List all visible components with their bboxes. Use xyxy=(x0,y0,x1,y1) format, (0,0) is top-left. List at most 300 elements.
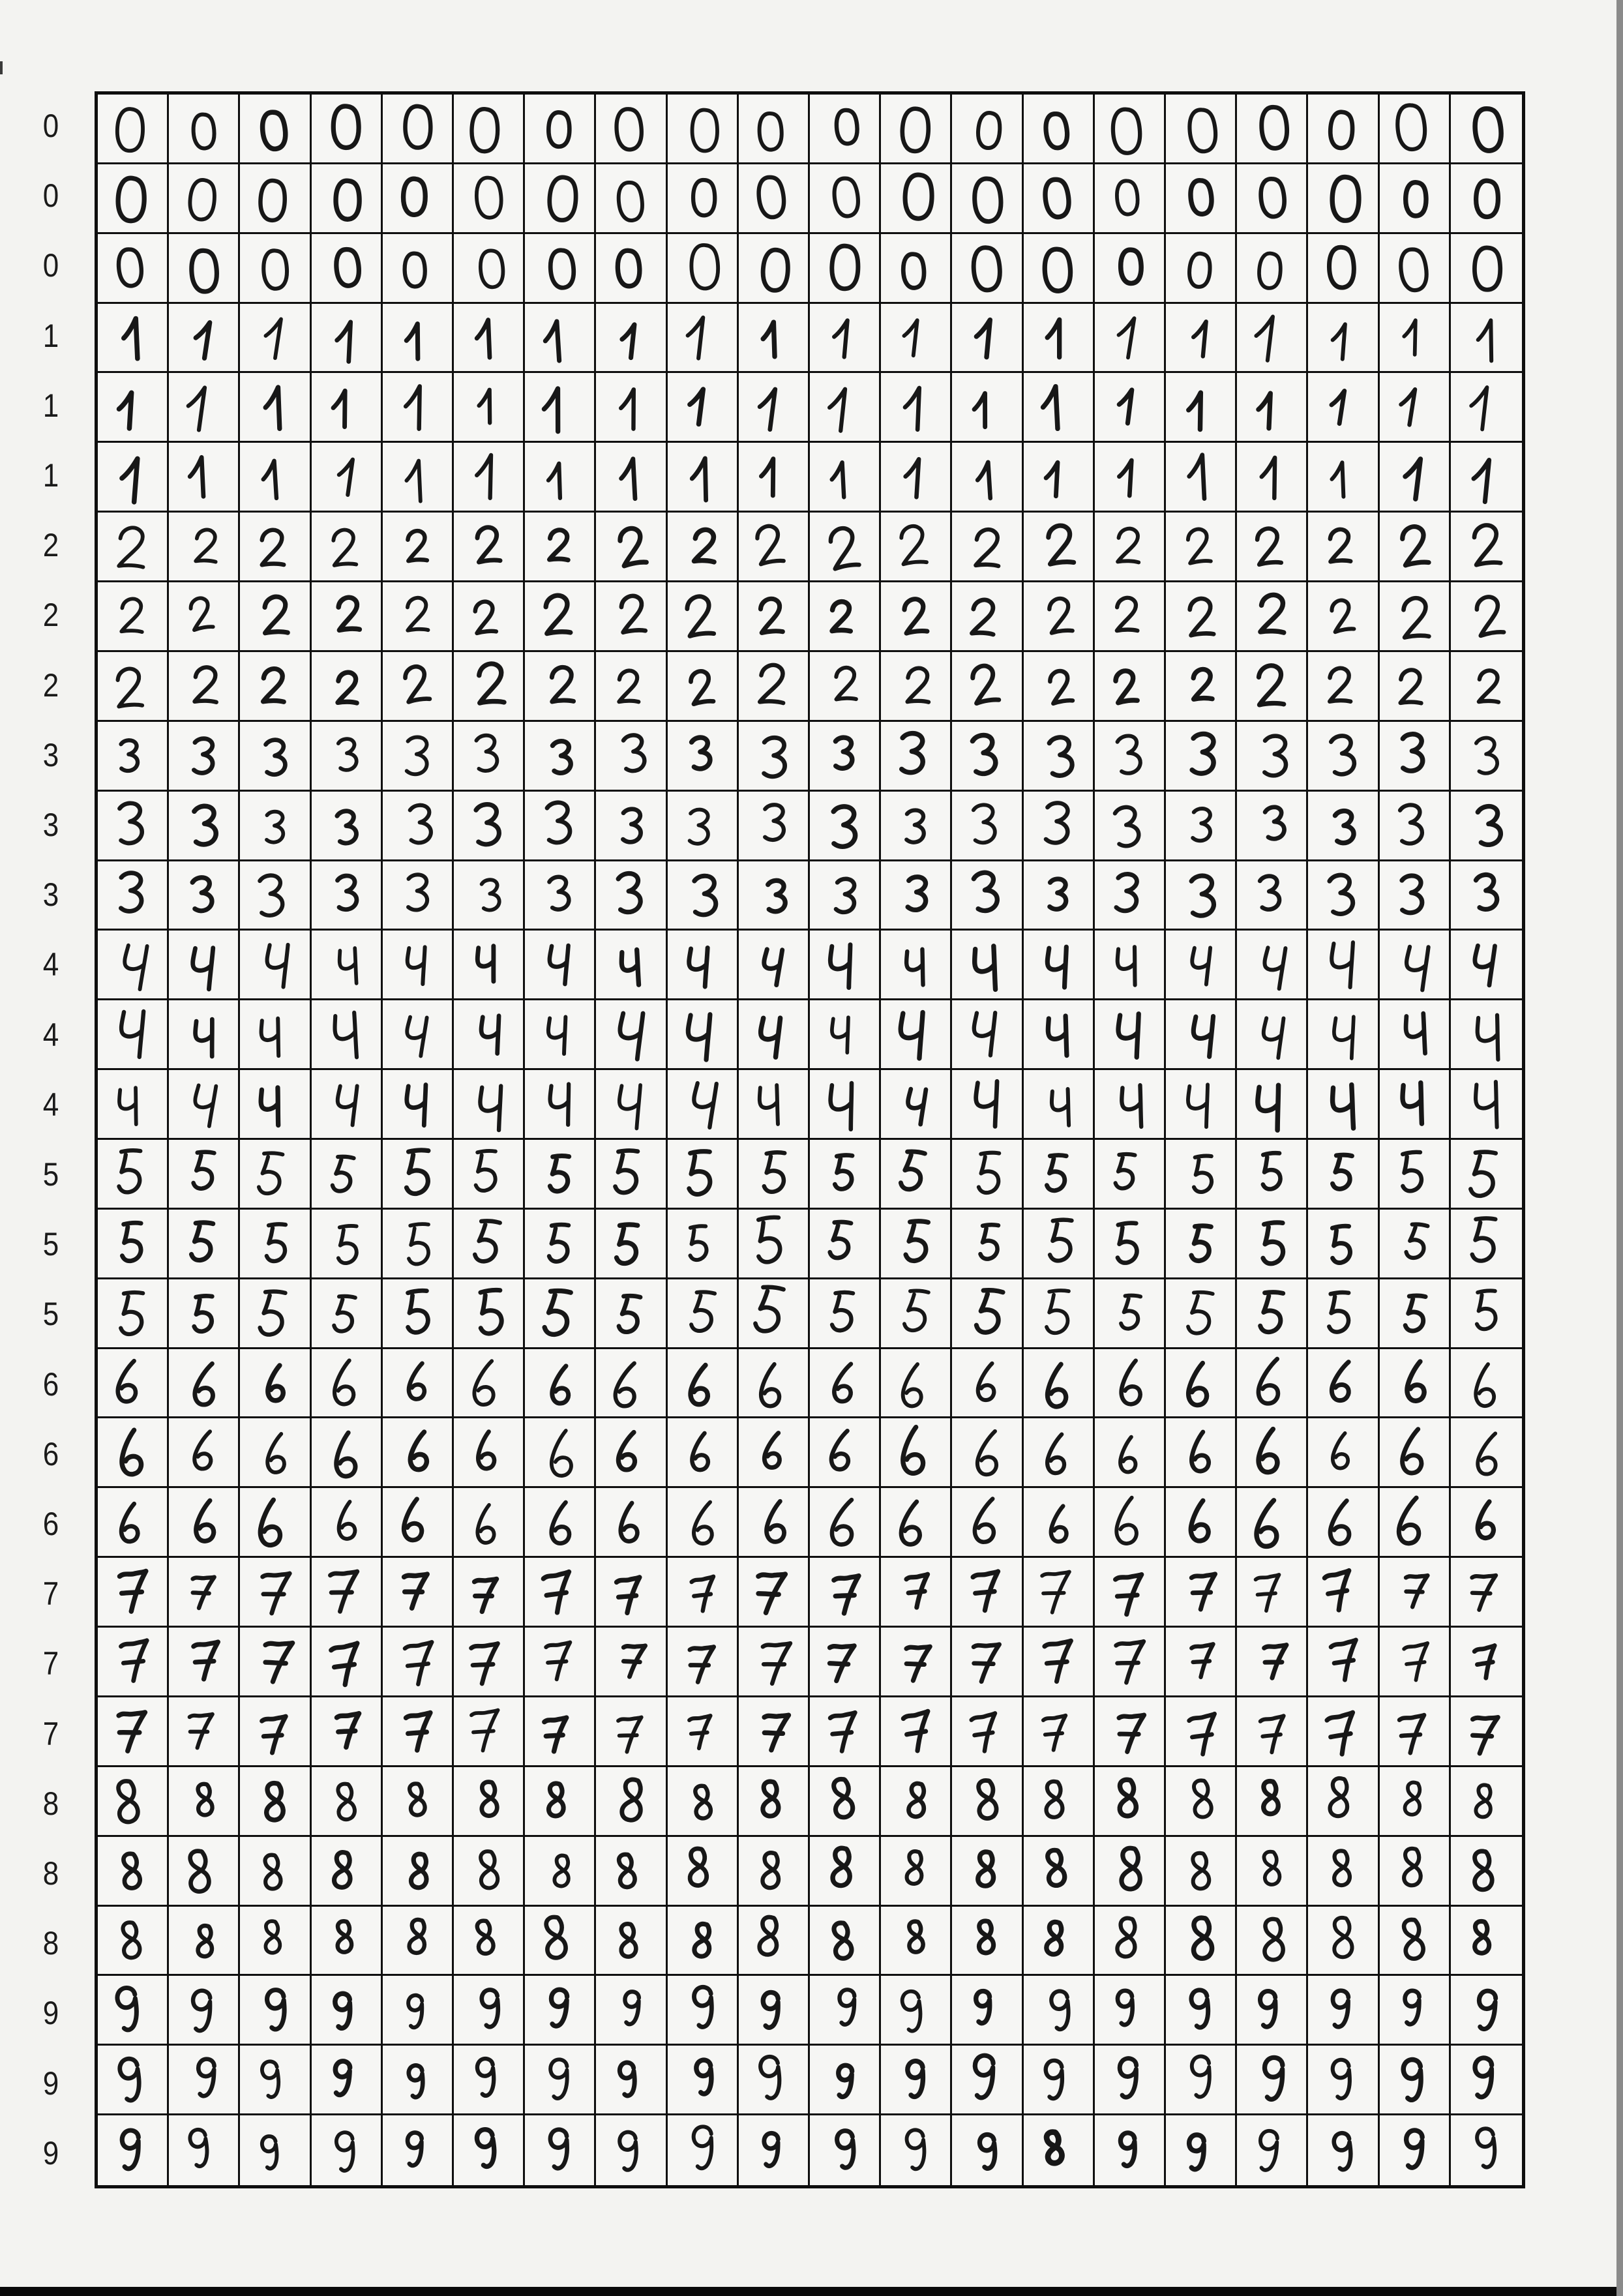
digit-cell xyxy=(1308,234,1379,304)
handwritten-digit xyxy=(1028,796,1088,856)
handwritten-digit xyxy=(672,934,732,994)
digit-cell xyxy=(952,1070,1023,1140)
handwritten-digit xyxy=(1313,726,1373,786)
handwritten-digit xyxy=(1313,656,1373,716)
handwritten-digit xyxy=(601,447,661,507)
digit-cell xyxy=(240,1070,311,1140)
row-label: 4 xyxy=(42,1086,59,1123)
handwritten-digit xyxy=(814,1562,874,1622)
handwritten-digit xyxy=(672,586,732,646)
digit-cell xyxy=(1308,1558,1379,1628)
handwritten-digit xyxy=(1456,1841,1516,1901)
handwritten-digit xyxy=(387,1841,447,1901)
handwritten-digit xyxy=(1242,1283,1302,1343)
handwritten-digit xyxy=(1028,308,1088,368)
digit-cell xyxy=(1166,931,1237,1000)
handwritten-digit xyxy=(387,2121,447,2181)
digit-cell xyxy=(525,95,596,164)
handwritten-digit xyxy=(957,1492,1017,1552)
digit-cell xyxy=(596,95,667,164)
digit-cell xyxy=(1166,722,1237,792)
digit-cell xyxy=(98,1907,169,1976)
handwritten-digit xyxy=(601,586,661,646)
digit-cell xyxy=(952,1697,1023,1767)
digit-cell xyxy=(1095,1070,1166,1140)
handwritten-digit xyxy=(957,1771,1017,1831)
digit-cell xyxy=(596,1418,667,1488)
handwritten-digit xyxy=(458,586,518,646)
digit-cell xyxy=(1024,2115,1095,2185)
handwritten-digit xyxy=(1313,516,1373,576)
digit-cell xyxy=(98,234,169,304)
handwritten-digit xyxy=(886,1910,946,1970)
handwritten-digit xyxy=(102,1283,162,1343)
digit-cell xyxy=(169,373,240,443)
digit-cell xyxy=(596,304,667,374)
handwritten-digit xyxy=(672,656,732,716)
handwritten-digit xyxy=(173,586,233,646)
handwritten-digit xyxy=(387,1771,447,1831)
handwritten-digit xyxy=(245,1562,305,1622)
handwritten-digit xyxy=(173,2121,233,2181)
handwritten-digit xyxy=(173,516,233,576)
handwritten-digit xyxy=(245,726,305,786)
digit-cell xyxy=(1237,861,1308,931)
handwritten-digit xyxy=(1313,586,1373,646)
digit-cell xyxy=(1024,582,1095,652)
handwritten-digit xyxy=(173,865,233,925)
digit-cell xyxy=(1237,1418,1308,1488)
digit-cell xyxy=(1237,1070,1308,1140)
handwritten-digit xyxy=(245,934,305,994)
handwritten-digit xyxy=(1384,1910,1444,1970)
handwritten-digit xyxy=(173,1422,233,1482)
digit-cell xyxy=(169,1279,240,1349)
digit-cell xyxy=(668,652,739,722)
handwritten-digit xyxy=(957,586,1017,646)
digit-cell xyxy=(312,1349,383,1419)
handwritten-digit xyxy=(1456,1980,1516,2040)
handwritten-digit xyxy=(1242,1074,1302,1134)
handwritten-digit xyxy=(1028,1492,1088,1552)
row-label: 6 xyxy=(42,1435,59,1472)
handwritten-digit xyxy=(1384,1771,1444,1831)
handwritten-digit xyxy=(1384,1422,1444,1482)
handwritten-digit xyxy=(886,377,946,437)
digit-cell xyxy=(668,792,739,861)
digit-cell xyxy=(668,1837,739,1907)
handwritten-digit xyxy=(316,168,376,228)
digit-cell xyxy=(454,2046,525,2115)
digit-cell xyxy=(1308,2115,1379,2185)
handwritten-digit xyxy=(316,865,376,925)
handwritten-digit xyxy=(886,2050,946,2110)
digit-cell xyxy=(98,1000,169,1070)
handwritten-digit xyxy=(1099,1283,1159,1343)
handwritten-digit xyxy=(1313,865,1373,925)
handwritten-digit xyxy=(316,1910,376,1970)
digit-cell xyxy=(169,722,240,792)
handwritten-digit xyxy=(957,726,1017,786)
digit-cell xyxy=(881,582,952,652)
handwritten-digit xyxy=(102,1841,162,1901)
handwritten-digit xyxy=(102,447,162,507)
handwritten-digit xyxy=(1028,516,1088,576)
handwritten-digit xyxy=(173,1144,233,1204)
digit-cell xyxy=(1024,373,1095,443)
handwritten-digit xyxy=(529,1980,589,2040)
digit-cell xyxy=(383,1837,454,1907)
digit-cell xyxy=(1237,2046,1308,2115)
handwritten-digit xyxy=(1456,1144,1516,1204)
handwritten-digit xyxy=(814,168,874,228)
handwritten-digit xyxy=(173,656,233,716)
digit-cell xyxy=(383,931,454,1000)
digit-cell xyxy=(240,95,311,164)
handwritten-digit xyxy=(886,1771,946,1831)
row-label: 9 xyxy=(42,1995,59,2032)
digit-cell xyxy=(1451,1349,1522,1419)
handwritten-digit xyxy=(1384,1214,1444,1274)
handwritten-digit xyxy=(1313,796,1373,856)
digit-cell xyxy=(596,1837,667,1907)
digit-cell xyxy=(668,1558,739,1628)
digit-cell xyxy=(1024,1488,1095,1558)
digit-cell xyxy=(1024,1697,1095,1767)
digit-cell xyxy=(98,2046,169,2115)
handwritten-digit xyxy=(102,168,162,228)
digit-cell xyxy=(810,652,881,722)
handwritten-digit xyxy=(529,98,589,158)
digit-cell xyxy=(525,1976,596,2046)
digit-cell xyxy=(1095,1628,1166,1697)
handwritten-digit xyxy=(1313,238,1373,298)
digit-cell xyxy=(240,1837,311,1907)
digit-cell xyxy=(881,1628,952,1697)
handwritten-digit xyxy=(1384,238,1444,298)
digit-cell xyxy=(454,304,525,374)
digit-cell xyxy=(1095,1907,1166,1976)
digit-cell xyxy=(810,792,881,861)
digit-cell xyxy=(1308,1488,1379,1558)
digit-cell xyxy=(1380,1210,1451,1279)
handwritten-digit xyxy=(529,656,589,716)
digit-cell xyxy=(454,1279,525,1349)
handwritten-digit xyxy=(102,796,162,856)
digit-cell xyxy=(1380,1070,1451,1140)
handwritten-digit xyxy=(387,1980,447,2040)
handwritten-digit xyxy=(1099,168,1159,228)
digit-cell xyxy=(169,1697,240,1767)
handwritten-digit xyxy=(1099,238,1159,298)
digit-cell xyxy=(1380,1279,1451,1349)
handwritten-digit xyxy=(1242,168,1302,228)
handwritten-digit xyxy=(1028,1353,1088,1413)
digit-cell xyxy=(952,373,1023,443)
digit-cell xyxy=(169,1837,240,1907)
digit-cell xyxy=(881,1140,952,1210)
handwritten-digit xyxy=(316,447,376,507)
handwritten-digit xyxy=(1456,934,1516,994)
handwritten-digit xyxy=(814,308,874,368)
digit-cell xyxy=(1166,792,1237,861)
digit-cell xyxy=(312,373,383,443)
handwritten-digit xyxy=(1384,796,1444,856)
digit-cell xyxy=(1166,1976,1237,2046)
handwritten-digit xyxy=(601,1353,661,1413)
digit-cell xyxy=(383,1488,454,1558)
handwritten-digit xyxy=(743,2050,803,2110)
handwritten-digit xyxy=(529,1910,589,1970)
handwritten-digit xyxy=(1099,377,1159,437)
digit-cell xyxy=(1380,443,1451,513)
handwritten-digit xyxy=(957,1632,1017,1692)
handwritten-digit xyxy=(1384,726,1444,786)
handwritten-digit xyxy=(1099,1214,1159,1274)
handwritten-digit xyxy=(316,2050,376,2110)
digit-cell xyxy=(1024,1767,1095,1837)
digit-cell xyxy=(1095,1837,1166,1907)
handwritten-digit xyxy=(458,1841,518,1901)
digit-cell xyxy=(739,1976,810,2046)
handwritten-digit xyxy=(1313,1214,1373,1274)
digit-cell xyxy=(668,931,739,1000)
handwritten-digit xyxy=(102,308,162,368)
handwritten-digit xyxy=(1099,796,1159,856)
digit-cell xyxy=(1024,1837,1095,1907)
handwritten-digit xyxy=(458,1074,518,1134)
handwritten-digit xyxy=(529,1492,589,1552)
row-label: 7 xyxy=(42,1715,59,1752)
digit-cell xyxy=(1380,164,1451,234)
handwritten-digit xyxy=(1456,238,1516,298)
handwritten-digit xyxy=(316,2121,376,2181)
digit-cell xyxy=(952,1418,1023,1488)
handwritten-digit xyxy=(601,726,661,786)
digit-cell xyxy=(312,1070,383,1140)
digit-cell xyxy=(739,1907,810,1976)
handwritten-digit xyxy=(814,2050,874,2110)
handwritten-digit xyxy=(1028,2121,1088,2181)
digit-cell xyxy=(312,1907,383,1976)
digit-cell xyxy=(1380,1000,1451,1070)
digit-cell xyxy=(1451,1140,1522,1210)
handwritten-digit xyxy=(529,1144,589,1204)
digit-cell xyxy=(1237,1697,1308,1767)
handwritten-digit xyxy=(886,516,946,576)
handwritten-digit xyxy=(245,1214,305,1274)
handwritten-digit xyxy=(1242,796,1302,856)
handwritten-digit xyxy=(886,1980,946,2040)
handwritten-digit xyxy=(1384,98,1444,158)
handwritten-digit xyxy=(886,447,946,507)
digit-cell xyxy=(312,931,383,1000)
scan-bottom-bar xyxy=(0,2287,1623,2296)
digit-cell xyxy=(1095,373,1166,443)
digit-cell xyxy=(1024,1210,1095,1279)
handwritten-digit xyxy=(1028,447,1088,507)
digit-cell xyxy=(240,164,311,234)
row-label: 6 xyxy=(42,1365,59,1403)
digit-cell xyxy=(1237,234,1308,304)
digit-cell xyxy=(1451,1976,1522,2046)
digit-cell xyxy=(1451,652,1522,722)
handwritten-digit xyxy=(1028,1004,1088,1064)
handwritten-digit xyxy=(458,2050,518,2110)
handwritten-digit xyxy=(387,1632,447,1692)
handwritten-digit xyxy=(814,516,874,576)
handwritten-digit xyxy=(316,1283,376,1343)
digit-cell xyxy=(525,1628,596,1697)
digit-cell xyxy=(1380,95,1451,164)
digit-cell xyxy=(383,1697,454,1767)
handwritten-digit xyxy=(957,1980,1017,2040)
handwritten-digit xyxy=(1242,98,1302,158)
handwritten-digit xyxy=(886,726,946,786)
digit-cell xyxy=(1451,1837,1522,1907)
digit-cell xyxy=(1308,1279,1379,1349)
digit-cell xyxy=(810,1558,881,1628)
handwritten-digit xyxy=(1456,2121,1516,2181)
handwritten-digit xyxy=(458,168,518,228)
handwritten-digit xyxy=(173,726,233,786)
digit-cell xyxy=(312,652,383,722)
handwritten-digit xyxy=(529,726,589,786)
handwritten-digit xyxy=(886,1841,946,1901)
handwritten-digit xyxy=(1170,796,1230,856)
handwritten-digit xyxy=(1028,1422,1088,1482)
handwritten-digit xyxy=(1170,98,1230,158)
handwritten-digit xyxy=(743,1632,803,1692)
digit-cell xyxy=(739,1697,810,1767)
digit-cell xyxy=(383,1628,454,1697)
handwritten-digit xyxy=(1313,447,1373,507)
digit-cell xyxy=(312,1558,383,1628)
handwritten-digit xyxy=(672,1004,732,1064)
digit-cell xyxy=(1308,2046,1379,2115)
handwritten-digit xyxy=(1313,1562,1373,1622)
digit-cell xyxy=(1237,652,1308,722)
digit-cell xyxy=(668,1488,739,1558)
handwritten-digit xyxy=(601,656,661,716)
handwritten-digit xyxy=(1099,447,1159,507)
handwritten-digit xyxy=(102,516,162,576)
handwritten-digit xyxy=(529,1841,589,1901)
handwritten-digit xyxy=(1313,1632,1373,1692)
handwritten-digit xyxy=(1313,98,1373,158)
digit-cell xyxy=(1451,1210,1522,1279)
digit-cell xyxy=(596,582,667,652)
digit-cell xyxy=(596,164,667,234)
handwritten-digit xyxy=(1170,1214,1230,1274)
handwritten-digit xyxy=(1099,726,1159,786)
digit-cell xyxy=(952,443,1023,513)
handwritten-digit xyxy=(387,934,447,994)
digit-cell xyxy=(169,1418,240,1488)
digit-cell xyxy=(668,1697,739,1767)
handwritten-digit xyxy=(1028,1074,1088,1134)
handwritten-digit xyxy=(957,377,1017,437)
digit-cell xyxy=(98,722,169,792)
handwritten-digit xyxy=(173,98,233,158)
digit-cell xyxy=(1308,1837,1379,1907)
handwritten-digit xyxy=(672,1283,732,1343)
digit-cell xyxy=(312,1418,383,1488)
digit-cell xyxy=(739,792,810,861)
digit-cell xyxy=(1166,1697,1237,1767)
digit-cell xyxy=(952,234,1023,304)
digit-cell xyxy=(525,2046,596,2115)
digit-cell xyxy=(810,234,881,304)
digit-cell xyxy=(1237,513,1308,582)
handwritten-digit xyxy=(1456,1632,1516,1692)
digit-cell xyxy=(668,1907,739,1976)
digit-cell xyxy=(1308,1976,1379,2046)
handwritten-digit xyxy=(529,308,589,368)
digit-cell xyxy=(383,95,454,164)
handwritten-digit xyxy=(957,98,1017,158)
handwritten-digit xyxy=(957,1562,1017,1622)
digit-cell xyxy=(1380,792,1451,861)
digit-cell xyxy=(739,1210,810,1279)
digit-cell xyxy=(952,1837,1023,1907)
digit-cell xyxy=(312,443,383,513)
digit-cell xyxy=(739,861,810,931)
row-label: 2 xyxy=(42,527,59,564)
digit-cell xyxy=(454,443,525,513)
handwritten-digit xyxy=(601,1144,661,1204)
handwritten-digit xyxy=(814,1771,874,1831)
digit-cell xyxy=(1308,1697,1379,1767)
digit-cell xyxy=(1237,443,1308,513)
handwritten-digit xyxy=(886,1701,946,1761)
handwritten-digit xyxy=(1099,1910,1159,1970)
handwritten-digit xyxy=(1170,934,1230,994)
handwritten-digit xyxy=(814,934,874,994)
digit-cell xyxy=(1095,164,1166,234)
digit-cell xyxy=(1308,722,1379,792)
digit-cell xyxy=(596,373,667,443)
digit-cell xyxy=(668,1070,739,1140)
digit-cell xyxy=(1166,1837,1237,1907)
digit-cell xyxy=(668,1418,739,1488)
handwritten-digit xyxy=(1170,1422,1230,1482)
digit-cell xyxy=(1308,1349,1379,1419)
handwritten-digit xyxy=(1384,2121,1444,2181)
handwritten-digit xyxy=(601,2121,661,2181)
handwritten-digit xyxy=(743,796,803,856)
handwritten-digit xyxy=(1170,1353,1230,1413)
handwritten-digit xyxy=(814,1074,874,1134)
handwritten-digit xyxy=(814,1353,874,1413)
handwritten-digit xyxy=(1099,308,1159,368)
handwritten-digit xyxy=(672,1771,732,1831)
digit-cell xyxy=(668,513,739,582)
digit-cell xyxy=(881,164,952,234)
digit-cell xyxy=(1166,652,1237,722)
digit-cell xyxy=(596,1140,667,1210)
handwritten-digit xyxy=(245,1632,305,1692)
handwritten-digit xyxy=(1099,934,1159,994)
row-label: 0 xyxy=(42,177,59,215)
digit-cell xyxy=(1237,582,1308,652)
handwritten-digit xyxy=(458,726,518,786)
handwritten-digit xyxy=(387,1144,447,1204)
digit-cell xyxy=(1380,1349,1451,1419)
digit-cell xyxy=(810,861,881,931)
digit-cell xyxy=(596,931,667,1000)
handwritten-digit xyxy=(173,1214,233,1274)
